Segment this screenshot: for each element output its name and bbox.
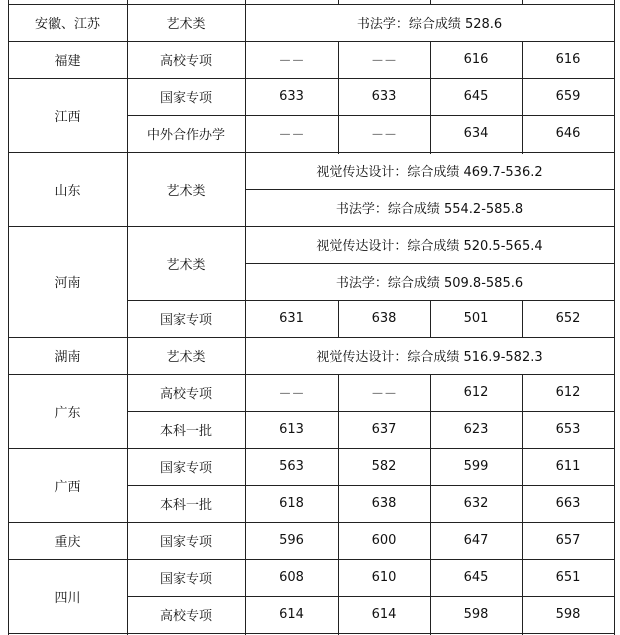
score-cell: 652	[555, 311, 581, 326]
province-cell: 湖南	[54, 350, 81, 365]
province-cell: 河南	[54, 276, 81, 291]
category-cell: 艺术类	[166, 17, 206, 32]
category-cell: 本科一批	[159, 424, 212, 439]
province-cell: 广东	[54, 405, 81, 421]
score-cell: －－	[278, 128, 305, 143]
note-cell: 视觉传达设计：综合成绩 516.9-582.3	[316, 350, 543, 365]
category-cell: 国家专项	[159, 461, 212, 476]
score-cell: 612	[555, 385, 581, 400]
note-cell: 书法学：综合成绩 554.2-585.8	[335, 202, 524, 217]
category-cell: 国家专项	[159, 91, 212, 106]
province-cell: 江西	[54, 109, 81, 125]
category-cell: 国家专项	[159, 313, 212, 328]
category-cell: 本科一批	[159, 498, 212, 513]
table-border	[614, 0, 615, 635]
admission-score-table	[8, 0, 615, 635]
note-cell: 书法学：综合成绩 509.8-585.6	[335, 276, 524, 291]
note-cell: 视觉传达设计：综合成绩 520.5-565.4	[316, 239, 543, 254]
province-cell: 广西	[54, 479, 81, 495]
score-cell: －－	[278, 54, 305, 69]
score-cell: 663	[555, 496, 581, 511]
score-cell: 631	[279, 311, 304, 326]
score-cell: 612	[463, 385, 489, 400]
category-cell: 高校专项	[159, 387, 212, 402]
score-cell: 613	[279, 422, 304, 437]
score-cell: 599	[463, 459, 489, 474]
note-cell: 视觉传达设计：综合成绩 469.7-536.2	[316, 165, 543, 180]
category-cell: 高校专项	[159, 54, 212, 69]
category-cell: 国家专项	[159, 535, 212, 550]
table-border	[8, 633, 615, 634]
score-cell: －－	[370, 387, 397, 402]
category-cell: 艺术类	[166, 183, 206, 199]
note-cell: 书法学：综合成绩 528.6	[356, 17, 503, 32]
score-cell: 647	[463, 533, 489, 548]
category-cell: 艺术类	[166, 350, 206, 365]
score-cell: 563	[279, 459, 304, 474]
score-cell: 637	[371, 422, 397, 437]
score-cell: 596	[279, 533, 304, 548]
score-cell: 632	[463, 496, 489, 511]
province-cell: 安徽、江苏	[34, 17, 100, 32]
score-cell: －－	[278, 387, 305, 402]
score-cell: 623	[463, 422, 489, 437]
score-cell: 634	[463, 126, 489, 141]
score-cell: 645	[463, 89, 489, 104]
category-cell: 国家专项	[159, 572, 212, 587]
score-cell: 645	[463, 570, 489, 585]
score-cell: 614	[371, 607, 397, 622]
score-cell: 651	[555, 570, 581, 585]
score-cell: 598	[555, 607, 581, 622]
category-cell: 艺术类	[166, 257, 206, 273]
score-cell: 598	[463, 607, 489, 622]
province-cell: 四川	[54, 590, 81, 606]
province-cell: 山东	[54, 183, 81, 199]
score-cell: 610	[371, 570, 397, 585]
score-cell: －－	[370, 54, 397, 69]
score-cell: 653	[555, 422, 581, 437]
score-cell: 611	[555, 459, 581, 474]
score-cell: －－	[370, 128, 397, 143]
score-cell: 638	[371, 311, 397, 326]
score-cell: 659	[555, 89, 581, 104]
score-cell: 600	[371, 533, 397, 548]
score-cell: 633	[371, 89, 397, 104]
category-cell: 中外合作办学	[146, 128, 225, 143]
score-cell: 582	[371, 459, 397, 474]
score-cell: 633	[279, 89, 304, 104]
score-cell: 638	[371, 496, 397, 511]
score-cell: 646	[555, 126, 581, 141]
score-cell: 501	[463, 311, 489, 326]
category-cell: 高校专项	[159, 609, 212, 624]
score-cell: 616	[463, 52, 489, 67]
score-cell: 608	[279, 570, 304, 585]
score-cell: 618	[279, 496, 304, 511]
province-cell: 福建	[54, 54, 81, 69]
score-cell: 616	[555, 52, 581, 67]
province-cell: 重庆	[54, 535, 81, 550]
score-cell: 657	[555, 533, 581, 548]
score-cell: 614	[279, 607, 304, 622]
